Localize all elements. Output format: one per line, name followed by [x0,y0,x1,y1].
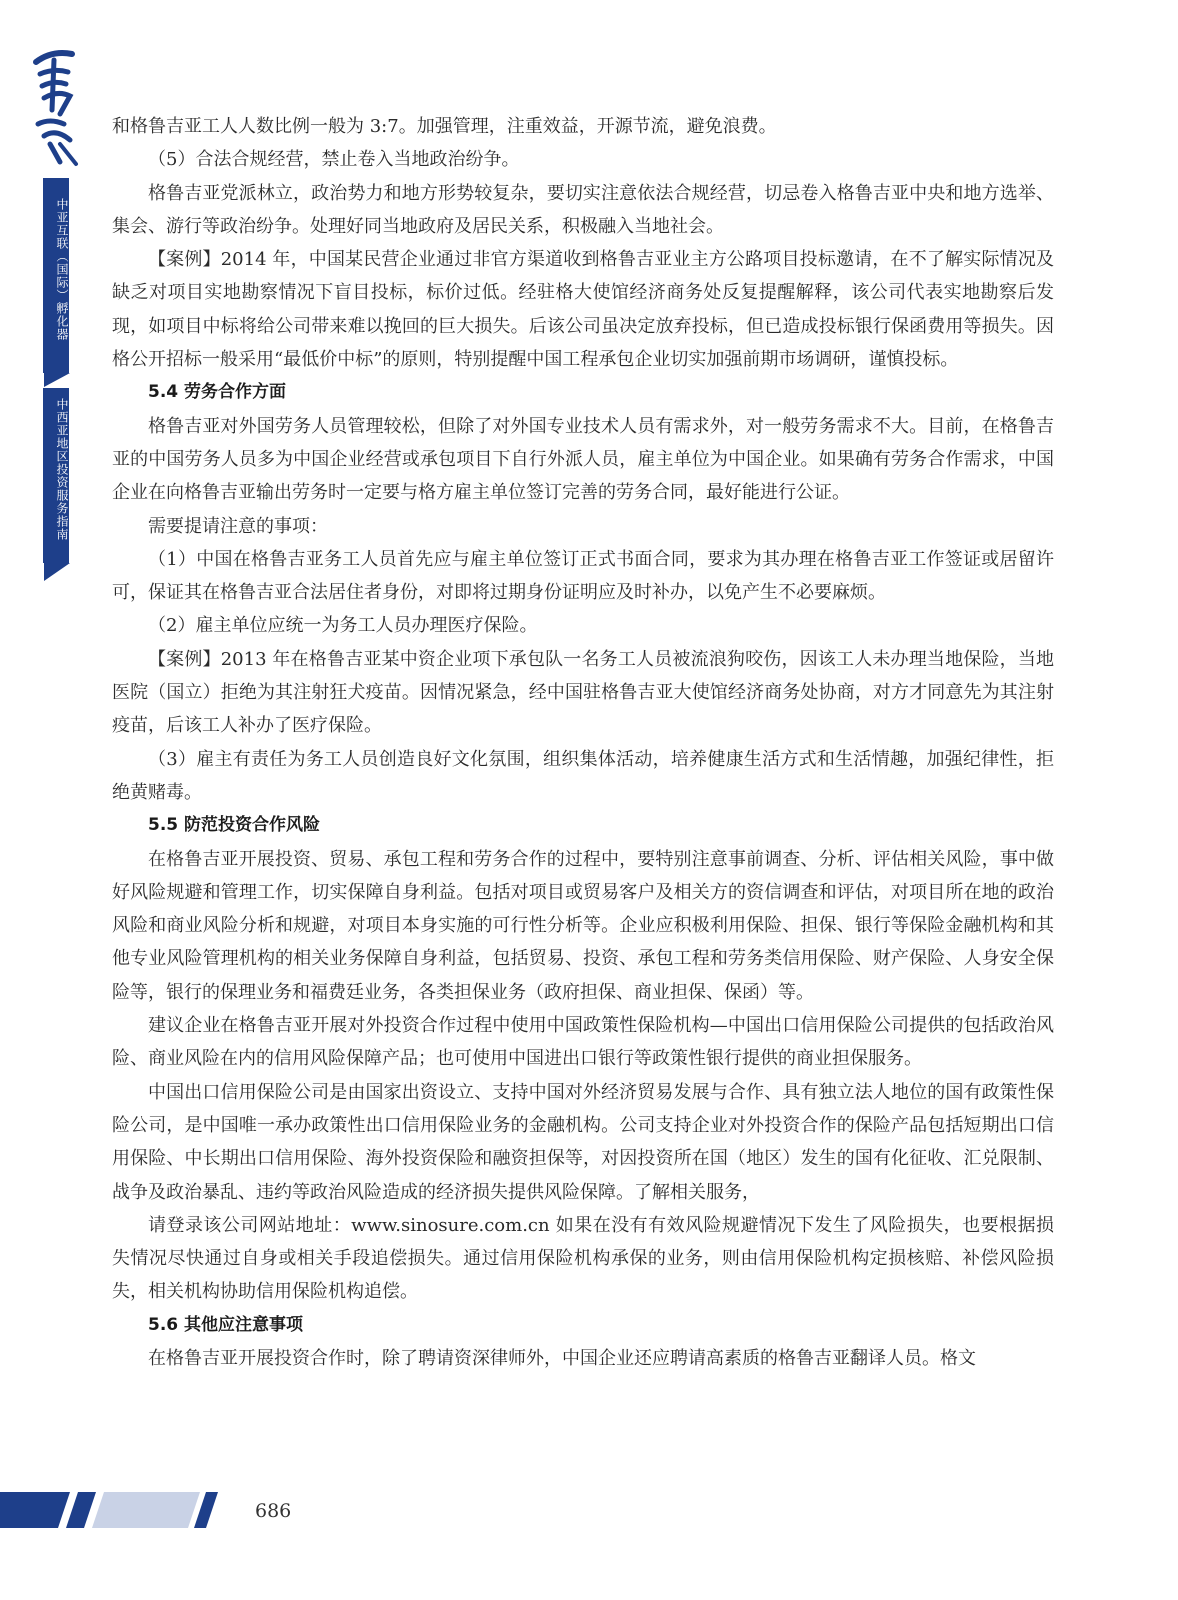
body-paragraph: （5）合法合规经营，禁止卷入当地政治纷争。 [148,149,520,171]
body-paragraph: 在格鲁吉亚开展投资、贸易、承包工程和劳务合作的过程中，要特别注意事前调查、分析、评估相关风险，事中做好风险规避和管理工作，切实保障自身利益。包括对项目或贸易客户及相关方的资信调查和评估，对项目所在地的政治风险和商业风险分析和规避，对项目本身实施的可行性分析等。企业应积极利用保险、担保、银行等保险金融机构和其他专业风险管理机构的相关业务保障自身利益，包括贸易、投资、承包工程和劳务类信用保险、财产保险、人身安全保险等，银行的保理业务和福费廷业务，各类担保业务（政府担保、商业担保、保函）等。 [112,848,1054,1003]
sidebar-band-guide [43,388,69,563]
body-paragraph: 在格鲁吉亚开展投资合作时，除了聘请资深律师外，中国企业还应聘请高素质的格鲁吉亚翻译人员。格文 [148,1347,976,1369]
band-slash-icon [44,563,70,581]
body-paragraph: 【案例】2013 年在格鲁吉亚某中资企业项下承包队一名务工人员被流浪狗咬伤，因该工人未办理当地保险，当地医院（国立）拒绝为其注射狂犬疫苗。因情况紧急，经中国驻格鲁吉亚大使馆经济商务处协商，对方才同意先为其注射疫苗，后该工人补办了医疗保险。 [112,648,1054,737]
body-paragraph: （1）中国在格鲁吉亚务工人员首先应与雇主单位签订正式书面合同，要求为其办理在格鲁吉亚工作签证或居留许可，保证其在格鲁吉亚合法居住者身份，对即将过期身份证明应及时补办，以免产生不必要麻烦。 [112,548,1054,604]
body-paragraph: 和格鲁吉亚工人人数比例一般为 3:7。加强管理，注重效益，开源节流，避免浪费。 [112,116,777,137]
page-number: 686 [255,1500,292,1522]
footer-stripes-icon [0,1490,230,1530]
sidebar-band-guide-label: 中西亚地区投资服务指南 [55,398,69,541]
body-paragraph: 格鲁吉亚对外国劳务人员管理较松，但除了对外国专业技术人员有需求外，对一般劳务需求不大。目前，在格鲁吉亚的中国劳务人员多为中国企业经营或承包项目下自行外派人员，雇主单位为中国企业。如果确有劳务合作需求，中国企业在向格鲁吉亚输出劳务时一定要与格方雇主单位签订完善的劳务合同，最好能进行公证。 [112,415,1054,504]
section-heading: 5.6 其他应注意事项 [148,1314,304,1335]
body-paragraph: 格鲁吉亚党派林立，政治势力和地方形势较复杂，要切实注意依法合规经营，切忌卷入格鲁吉亚中央和地方选举、集会、游行等政治纷争。处理好同当地政府及居民关系，积极融入当地社会。 [112,182,1054,237]
body-paragraph: 建议企业在格鲁吉亚开展对外投资合作过程中使用中国政策性保险机构—中国出口信用保险公司提供的包括政治风险、商业风险在内的信用风险保障产品；也可使用中国进出口银行等政策性银行提供的商业担保服务。 [112,1015,1054,1070]
body-paragraph: 【案例】2014 年，中国某民营企业通过非官方渠道收到格鲁吉亚业主方公路项目投标邀请，在不了解实际情况及缺乏对项目实地勘察情况下盲目投标，标价过低。经驻格大使馆经济商务处反复提醒解释，该公司代表实地勘察后发现，如项目中标将给公司带来难以挽回的巨大损失。后该公司虽决定放弃投标，但已造成投标银行保函费用等损失。因格公开招标一般采用“最低价中标”的原则，特别提醒中国工程承包企业切实加强前期市场调研，谨慎投标。 [112,249,1054,371]
body-paragraph: 中国出口信用保险公司是由国家出资设立、支持中国对外经济贸易发展与合作、具有独立法人地位的国有政策性保险公司，是中国唯一承办政策性出口信用保险业务的金融机构。公司支持企业对外投资合作的保险产品包括短期出口信用保险、中长期出口信用保险、海外投资保险和融资担保等，对因投资所在国（地区）发生的国有化征收、汇兑限制、战争及政治暴乱、违约等政治风险造成的经济损失提供风险保障。了解相关服务， [112,1081,1054,1203]
document-body [112,110,1054,1375]
section-heading: 5.5 防范投资合作风险 [148,815,321,836]
sidebar-band-incubator [43,178,69,373]
body-paragraph: 需要提请注意的事项： [148,515,328,537]
body-paragraph: （3）雇主有责任为务工人员创造良好文化氛围，组织集体活动，培养健康生活方式和生活情趣，加强纪律性，拒绝黄赌毒。 [112,748,1054,803]
band-slash-icon [44,373,70,387]
body-paragraph: （2）雇主单位应统一为务工人员办理医疗保险。 [148,615,538,637]
sidebar-band-incubator-label: 中亚互联（国际）孵化器 [55,198,69,341]
belt-road-logo-icon [30,40,80,170]
section-heading: 5.4 劳务合作方面 [148,382,287,403]
body-paragraph: 请登录该公司网站地址：www.sinosure.com.cn 如果在没有有效风险规避情况下发生了风险损失，也要根据损失情况尽快通过自身或相关手段追偿损失。通过信用保险机构承保的业务，则由信用保险机构定损核赔、补偿风险损失，相关机构协助信用保险机构追偿。 [112,1214,1054,1303]
